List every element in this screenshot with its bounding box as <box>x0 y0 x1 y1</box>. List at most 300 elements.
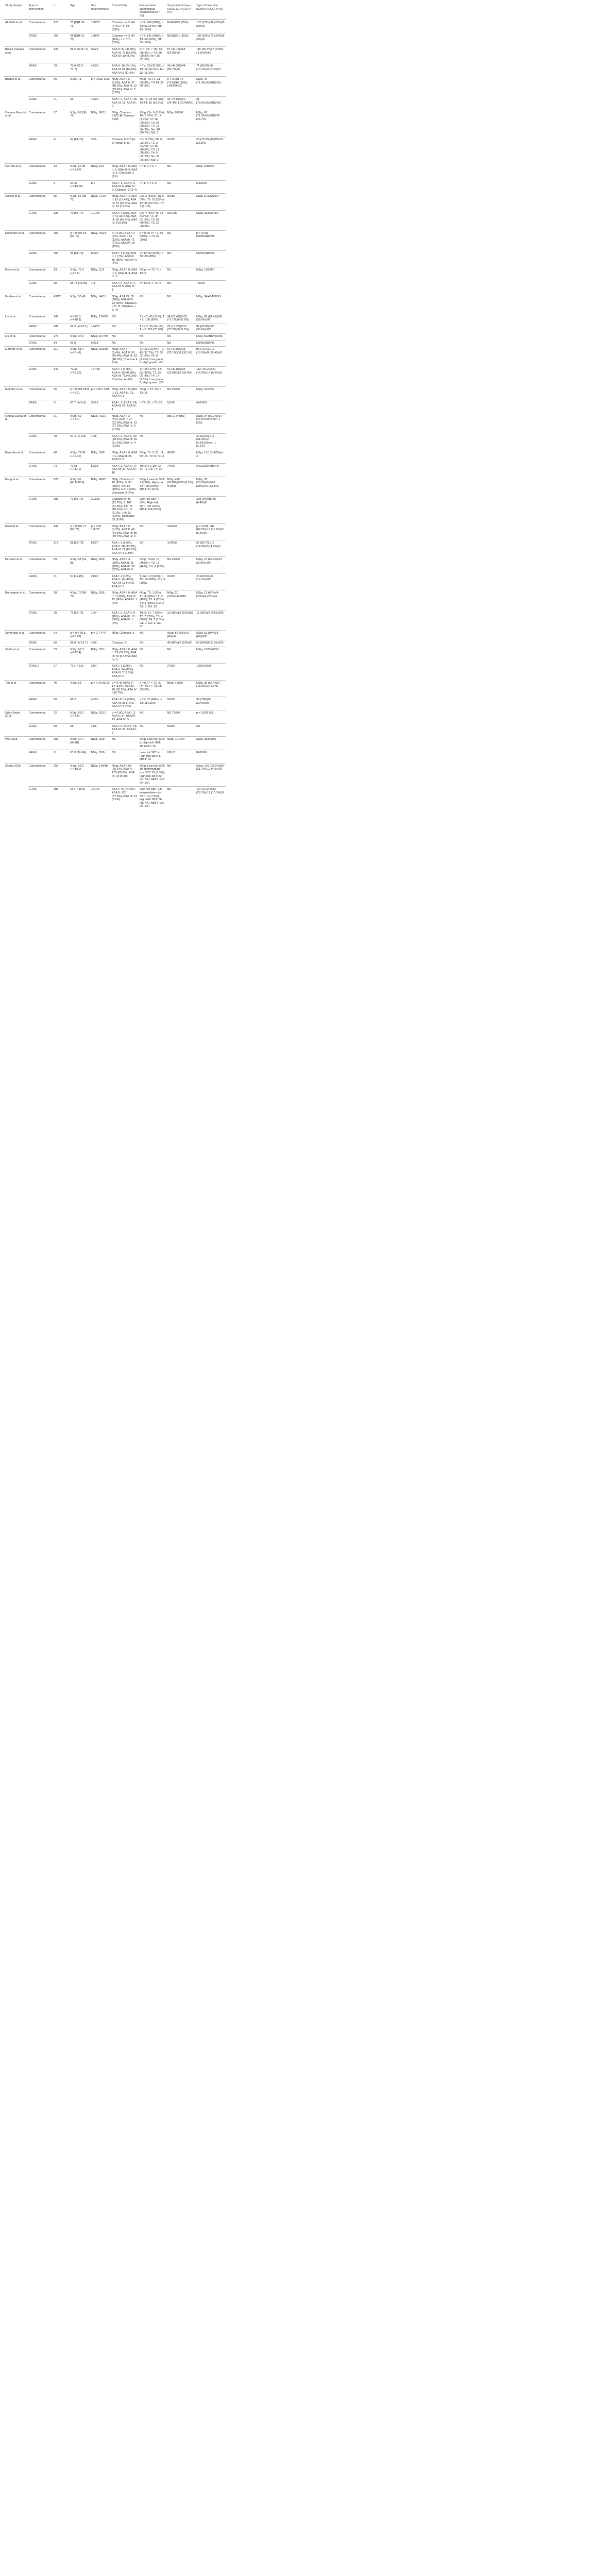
cell-type-of-intervention: Conventional <box>28 314 53 324</box>
cell-comorbidity: NS <box>111 750 139 764</box>
cell-comorbidity: ASA II: 16 (24.1%), ASA III: 51 (64.6%), ASA IV: 9 (11.4%) <box>111 63 139 77</box>
cell-study-design <box>4 497 28 523</box>
cell-comorbidity: NSig. ASA I: 65 (25.1%), ASA II: 170 (65.6%), ASA III: 24 (9.3%) <box>111 763 139 787</box>
cell-sex: 7/3 <box>90 280 111 294</box>
cell-n: 31 <box>53 573 69 590</box>
cell-preop-characteristics: NS <box>139 433 166 450</box>
cell-sex: NSig. 96/25 <box>90 477 111 497</box>
cell-n: 135 <box>53 210 69 230</box>
cell-n: 207 <box>53 33 69 47</box>
cell-study-design: Romagnoli et al. <box>4 590 28 611</box>
cell-surgical-technique: 35 (44.3%)/44 (55.7%)/0 <box>166 63 195 77</box>
cell-study-design <box>4 340 28 347</box>
cell-n: 50 <box>53 697 69 710</box>
cell-type-of-diversion: p = 0.001 NS/NS/NS/NS <box>195 230 226 250</box>
cell-type-of-diversion: NSig. 13/10/14/Other: 3 <box>195 450 226 463</box>
cell-preop-characteristics: Cis: 3 (7%); T0: 5 (12.2%); T1: 2 (4.9%); T2: 15 (36.6%); T3: 11 (26.8%); T4: 5 (12.2%); N+: 11 (26.8%); M1: 0 <box>139 137 166 164</box>
cell-type-of-diversion: 112 (76.2%)/21 (14.3%)/14 (9.5%)/0 <box>195 367 226 387</box>
cell-n: 13 <box>53 267 69 281</box>
cell-comorbidity: NSig. ASA I: 5 (8.9%), ASA II: 27 (48.2%), ASA III: 22 (39.3%), ASA IV: 2 (3.6%) <box>111 77 139 97</box>
cell-comorbidity: p = 0.001 ASA I: 3, ASA II: 37, ASA III: 29, ASA IV: 3 <box>111 710 139 723</box>
cell-comorbidity: NSig. ASA I: 4, ASA II: 15 (17.4%), ASA III: 57 (66.3%), ASA IV: 10 (11.6%) <box>111 194 139 210</box>
table-row <box>4 523 226 540</box>
cell-preop-characteristics: Cis: 3 (3.5%); Ta: 6 (7%); T1: 25 (29%); T2: 45 (52.3%); T3: 7 (8.1%) <box>139 194 166 210</box>
cell-age: 70 [IQR 63-76] <box>69 20 90 33</box>
cell-type-of-diversion: NSig. 91/0/10/0 <box>195 737 226 750</box>
cell-study-design <box>4 611 28 631</box>
cell-age: NS 63.3 (+/-10.1) <box>69 314 90 324</box>
table-body <box>4 20 226 810</box>
cell-comorbidity: Charlson 0: 48 (12.2%); 3: 162 (41.3%); 4-5: 71 (18.1%); 6-7: 16 (4.1%); > 8: 23 (5.9%); Unknown: 35 (8.9%) <box>111 497 139 523</box>
cell-type-of-diversion: 130 (63%)/71 (34%)/6 (3%)/0 <box>195 33 226 47</box>
cell-preop-characteristics: < T1: 4; T2: 5 <box>139 180 166 194</box>
table-row <box>4 194 226 210</box>
cell-surgical-technique: 50/0/0 <box>166 723 195 737</box>
cell-age: 66.2 <box>69 697 90 710</box>
cell-type-of-intervention: Conventional <box>28 333 53 340</box>
cell-age: 70 [63-74] <box>69 210 90 230</box>
cell-study-design <box>4 433 28 450</box>
cell-n: 20 <box>53 611 69 631</box>
cell-sex: 44/6 <box>90 723 111 737</box>
cell-type-of-intervention: Conventional <box>28 194 53 210</box>
cell-surgical-technique: NS 26/0/0 <box>166 387 195 400</box>
cell-type-of-intervention: Conventional <box>28 164 53 180</box>
cell-type-of-intervention: ERAS <box>28 340 53 347</box>
cell-sex: 66/18 <box>90 340 111 347</box>
cell-surgical-technique: NSig. 20 (100%)/NS/NS <box>166 590 195 611</box>
cell-type-of-intervention: ERAS <box>28 573 53 590</box>
table-row <box>4 413 226 433</box>
cell-age: NSig. 66 [60.8-70.3] <box>69 477 90 497</box>
cell-type-of-diversion: 132 (75%)/39 (22%)/6 (3%)/0 <box>195 20 226 33</box>
cell-age: 63 (+/-10.3) <box>69 787 90 810</box>
cell-comorbidity: ASA I: 3 (2.6%), ASA II: 38 (33.3%), ASA III: 72 (63.2%), ASA IV: 1 (0.9%) <box>111 540 139 557</box>
cell-n: 10 <box>53 280 69 294</box>
table-row <box>4 110 226 137</box>
cell-surgical-technique: 57 (47.1%)/64 (52.9%)/0 <box>166 46 195 63</box>
cell-sex: 23/4 <box>90 664 111 680</box>
cell-comorbidity: NSig. Charlson 0: 28 (23%); 3: 30 (50%); 4-5: 12 (10%); 6-7: 2 (2%); Unknown: 9 (7%) <box>111 477 139 497</box>
cell-study-design <box>4 367 28 387</box>
cell-study-design: Palumbo et al. <box>4 450 28 463</box>
cell-preop-characteristics: < Tis: 28 (32.9%); > T3: 26 (32.9%); N+: 12 (15.2%) <box>139 63 166 77</box>
table-row <box>4 210 226 230</box>
table-row <box>4 33 226 47</box>
cell-study-design: Collins et al. <box>4 194 28 210</box>
cell-type-of-diversion: NSig. 51 (94%)/3 (6%)/0/0 <box>195 631 226 640</box>
cell-n: 72 <box>53 710 69 723</box>
cell-age: 73.6 [65.2-77.7] <box>69 63 90 77</box>
cell-age: NSig. 67.38 (+/-7.67) <box>69 164 90 180</box>
cell-type-of-diversion: NS/NS/NS/NS <box>195 340 226 347</box>
cell-type-of-diversion: 85 (73.1%)/17 (15.5%)/8 (11.4%)/0 <box>195 347 226 367</box>
cell-n: 145 <box>53 314 69 324</box>
cell-sex: NSig. 32/8 <box>90 450 111 463</box>
cell-type-of-intervention: ERAS <box>28 750 53 764</box>
cell-sex: NSig. 92/9 <box>90 737 111 750</box>
cell-comorbidity: ASA I: 0, ASA II: 4, ASA III: 5, ASA IV: 1 <box>111 280 139 294</box>
cell-surgical-technique: NS <box>166 230 195 250</box>
cell-study-design <box>4 33 28 47</box>
table-row <box>4 400 226 413</box>
cell-comorbidity: ASA I: 1, ASA II: 2, ASA III: 6, ASA IV: 0; Charlson: 2 (2-4) <box>111 180 139 194</box>
cell-surgical-technique: NS 28/0/0 <box>166 557 195 573</box>
cell-n: 121 <box>53 46 69 63</box>
cell-type-of-diversion: 31 (75.6%)/NS/NS/NS <box>195 97 226 110</box>
cell-n: 48 <box>53 433 69 450</box>
cell-surgical-technique <box>166 497 195 523</box>
cell-type-of-diversion: NSig. 35 (66.4%)/7 (15.6%)/3 (6.7%) <box>195 680 226 697</box>
cell-n: 20 <box>53 590 69 611</box>
cell-sex: 16/4 <box>90 611 111 631</box>
cell-n: 39 <box>53 557 69 573</box>
cell-sex: 21/10 <box>90 573 111 590</box>
cell-surgical-technique: 41/0/0 <box>166 137 195 164</box>
cell-surgical-technique: NS <box>166 250 195 267</box>
cell-age: p = 0.005 69.8 (+/-8.3) <box>69 387 90 400</box>
cell-type-of-intervention: ERAS <box>28 540 53 557</box>
cell-comorbidity: NSig. ASA I: 0, ASA II: 6, ASA III: 6, ASA IV: 1; Charlson: 2 (2-5) <box>111 164 139 180</box>
cell-type-of-diversion: NSig. 35 (28.9%)/NS/46 (38%)/40 (33.1%) <box>195 477 226 497</box>
cell-comorbidity: ASA I: 0, ASA II: 9 (45%), ASA III: 10 (50%), ASA IV: 1 (5%) <box>111 611 139 631</box>
cell-type-of-diversion: 50 (89%)/6 (11%)/0/0 <box>195 640 226 647</box>
cell-comorbidity: NSig. ASA I: 0, ASA II: 19 (32.2%), ASA III: 40 (67.8%), ASA IV: 0 <box>111 647 139 663</box>
cell-surgical-technique: NS <box>166 763 195 787</box>
cell-type-of-intervention: ERAS <box>28 367 53 387</box>
cell-type-of-intervention: Conventional <box>28 294 53 314</box>
column-header-study-design: Study design <box>4 3 28 20</box>
cell-type-of-diversion: NSig. 34/40/NS/NS <box>195 294 226 314</box>
cell-preop-characteristics: NSig. Low-risk SBT: 6; High-risk SBT: 19; MIBT: 76 <box>139 737 166 750</box>
cell-comorbidity: NSig. ASA I: 0, ASA II: 7 (35%), ASA III: 12 (60%), ASA IV: 1 (5%) <box>111 590 139 611</box>
cell-n: 143 <box>53 523 69 540</box>
cell-type-of-diversion: 368 (94)/NS/25 (6.4%)/0 <box>195 497 226 523</box>
cell-type-of-intervention: Conventional <box>28 267 53 281</box>
cell-comorbidity: NSig. Charlson: 5 <box>111 631 139 640</box>
cell-n: 110 <box>53 347 69 367</box>
cell-type-of-intervention: ERAS <box>28 640 53 647</box>
cell-preop-characteristics: T1G3: 10 (32%); > T2: 18 (58%); Cis: 3 (10%) <box>139 573 166 590</box>
cell-study-design <box>4 210 28 230</box>
cell-surgical-technique: NS <box>166 340 195 347</box>
cell-age: 67 [61-73] <box>69 137 90 164</box>
cell-type-of-intervention: Conventional <box>28 680 53 697</box>
cell-surgical-technique: NS <box>166 164 195 180</box>
cell-study-design: Persson et al. <box>4 557 28 573</box>
cell-age: NSig. 69.2 (+/-8.8) <box>69 710 90 723</box>
cell-age: 71 (+/-9.8) <box>69 664 90 680</box>
cell-sex: NSig. 41/10 <box>90 413 111 433</box>
cell-age: NSig. 66 [58-72] <box>69 110 90 137</box>
cell-preop-characteristics: Low-risk SBT: 13; Intermediate-risk SBT: 14 (7.6%); High-risk SBT: 66 (35.7%); MIBT: 100 (54.1%) <box>139 787 166 810</box>
cell-comorbidity: ASA I: 7 (4.8%), ASA II: 69 (46.9%), ASA III: 71 (48.3%); Charlson 4 (3-6) <box>111 367 139 387</box>
cell-surgical-technique: NS <box>166 647 195 663</box>
cell-type-of-diversion: 0/10/0/0 <box>195 180 226 194</box>
cell-comorbidity: ASA I: 1 (1%), ASA II: 7 (7%), ASA III: 86 (86%), ASA IV: 6 (6%) <box>111 250 139 267</box>
cell-surgical-technique: 114/0/0 <box>166 540 195 557</box>
cell-type-of-diversion: 7/3/0/0 <box>195 280 226 294</box>
cell-type-of-intervention: Conventional <box>28 477 53 497</box>
cell-surgical-technique: 60 (40.8%)/35 (23.8%)/52 (35.4%) <box>166 367 195 387</box>
cell-preop-characteristics: p = 0.07 < T2: 20 (44.4%); > T3: 25 (55.6%) <box>139 680 166 697</box>
cell-comorbidity: NSig. ASA I/II: 33 (60%), ASA III/IV: 22 (40%); Charlson > 5: 11; Charlson < 5: 44 <box>111 294 139 314</box>
cell-sex: 36/5 <box>90 137 111 164</box>
cell-age: 67.2 (+/-9.8) <box>69 433 90 450</box>
cell-preop-characteristics: <= T2: 62 (62%); > T3: 38 (38%) <box>139 250 166 267</box>
cell-comorbidity: NSig. ASA I: 0, ASA II: 12, ASA III: 13, ASA IV: 1 <box>111 387 139 400</box>
cell-preop-characteristics: pT0: 15; < Tis: 43 (35.5%); > T3: 36 (29.8%); N+: 25 (21.5%) <box>139 46 166 63</box>
cell-type-of-diversion: 100%/0/0/0 <box>195 664 226 680</box>
cell-n: 27 <box>53 664 69 680</box>
table-row <box>4 611 226 631</box>
cell-type-of-intervention: Conventional <box>28 110 53 137</box>
cell-type-of-intervention: ERAS <box>28 433 53 450</box>
cell-comorbidity: p < 0.001 ASA I: 2 (2%), ASA II: 12 (12%), ASA III: 71 (71%), ASA IV: 15 (15%) <box>111 230 139 250</box>
cell-surgical-technique: NS/NS/31 (15%) <box>166 33 195 47</box>
cell-study-design: Mukhtar et al. <box>4 387 28 400</box>
cell-type-of-intervention: ERAS <box>28 787 53 810</box>
cell-type-of-intervention: Conventional <box>28 20 53 33</box>
cell-surgical-technique: 51/0/0 <box>166 400 195 413</box>
table-row <box>4 477 226 497</box>
cell-study-design <box>4 750 28 764</box>
table-row <box>4 230 226 250</box>
cell-age: 67.7 (+/-9.6) <box>69 400 90 413</box>
cell-comorbidity: Charlson 5.573 [4-7] (mean 5.49) <box>111 137 139 164</box>
cell-age: 62.9 (+/-10.1) <box>69 324 90 333</box>
cell-n: 45 <box>53 680 69 697</box>
cell-surgical-technique: NS <box>166 180 195 194</box>
cell-n: 56 <box>53 77 69 97</box>
cell-sex: 99/22 <box>90 46 111 63</box>
cell-age: NSig. 70.4 (+/-8.9) <box>69 267 90 281</box>
cell-study-design: Altobelli et al. <box>4 20 28 33</box>
cell-preop-characteristics: < T2: 32 (64%); > T3: 18 (36%) <box>139 697 166 710</box>
cell-n: 51 <box>53 400 69 413</box>
cell-n: 59 <box>53 647 69 663</box>
cell-preop-characteristics: < T1: 6; T2: 7 <box>139 164 166 180</box>
cell-type-of-diversion: NSig. 89 (61.4%)/56 (38.6%)/0/0 <box>195 314 226 324</box>
cell-type-of-diversion: 92 (80.7%)/17 (14.9%)/5 (4.4%)/0 <box>195 540 226 557</box>
cell-sex: 39/12 <box>90 400 111 413</box>
cell-sex: 40/8 <box>90 433 111 450</box>
cell-surgical-technique: 0/0/135 <box>166 210 195 230</box>
cell-preop-characteristics: NSig. < T2: 10; > T3: 16 <box>139 387 166 400</box>
cell-age: 69.5 [61.8-77] <box>69 46 90 63</box>
cell-type-of-diversion: NSig. 24/2/0/0 <box>195 387 226 400</box>
cell-type-of-intervention: ERAS <box>28 180 53 194</box>
cell-type-of-diversion: 114 (61.6%)/52 (28.1%)/19 (10.3%)/0 <box>195 787 226 810</box>
cell-type-of-diversion: 30 (73.2%)/NS/NS/11 (26.8%) <box>195 137 226 164</box>
cell-study-design: Cerruto et al. <box>4 164 28 180</box>
cell-comorbidity: NSig. ASA I: 4 (10%), ASA II: 11 (28%), ASA III: 24 (62%), ASA IV: 0 <box>111 557 139 573</box>
cell-type-of-diversion: 115 (95.4%)/7 (5.8%) / 1 (0.8%)/0 <box>195 46 226 63</box>
table-row <box>4 180 226 194</box>
cell-sex: 171/14 <box>90 787 111 810</box>
cell-study-design: Baldini et al. <box>4 77 28 97</box>
cell-study-design: Semerjian et al. <box>4 631 28 640</box>
cell-type-of-diversion: NSig. 62 (71.3%)/NS/NS/25 (28.7%) <box>195 110 226 137</box>
table-row <box>4 294 226 314</box>
cell-type-of-diversion: NSig. 11/2/0/0 <box>195 267 226 281</box>
cell-age: 70.39 (+/-8.29) <box>69 367 90 387</box>
cell-n: 114 <box>53 540 69 557</box>
cell-study-design: Smith et al. <box>4 647 28 663</box>
cell-type-of-diversion: NSig. NS/NS/NS/NS <box>195 333 226 340</box>
cell-surgical-technique: 34 (23.4%)/103 (71.1%)/8 (5.5%) <box>166 314 195 324</box>
table-row <box>4 787 226 810</box>
table-header <box>4 3 226 20</box>
cell-comorbidity: NSig. Charlson 5.625 [4-7] (mean 5.08) <box>111 110 139 137</box>
cell-preop-characteristics: NS <box>139 540 166 557</box>
cell-sex: NSig. 127/49 <box>90 333 111 340</box>
cell-type-of-diversion: NSig. 92/NS/43/0 <box>195 210 226 230</box>
cell-comorbidity: NS <box>111 340 139 347</box>
cell-type-of-intervention: ERAS <box>28 210 53 230</box>
cell-surgical-technique: 54 (47.8%)/25 (22.1%)/31 (30.1%) <box>166 347 195 367</box>
cell-type-of-intervention: Conventional <box>28 763 53 787</box>
table-row <box>4 340 226 347</box>
column-header-sex: Sex (male/female) <box>90 3 111 20</box>
table-row <box>4 433 226 450</box>
cell-n: 177 <box>53 20 69 33</box>
table-row <box>4 631 226 640</box>
cell-n: 121 <box>53 477 69 497</box>
table-row <box>4 680 226 697</box>
cell-age: p = 0.001 69 [65-77] <box>69 230 90 250</box>
cell-n: 91 <box>53 750 69 764</box>
cell-study-design: Dunkman et al. <box>4 230 28 250</box>
cell-study-design <box>4 137 28 164</box>
cell-age: 68 [58-79] <box>69 540 90 557</box>
cell-preop-characteristics: NSig. <= T2: 7; > T3: 6 <box>139 267 166 281</box>
table-row <box>4 324 226 333</box>
cell-n: 41 <box>53 97 69 110</box>
cell-surgical-technique: 0/91/0 <box>166 750 195 764</box>
cell-preop-characteristics: Tis-T2: 26 (63.4%); T3-T4: 15 (36.6%) <box>139 97 166 110</box>
cell-n: 41 <box>53 137 69 164</box>
cell-age: 69 <box>69 97 90 110</box>
cell-preop-characteristics: T0: 6; T1: 18; T2: 24; T3: 16; T4: 10 <box>139 463 166 477</box>
cell-n: 86 <box>53 194 69 210</box>
cell-type-of-intervention: Conventional <box>28 523 53 540</box>
table-row <box>4 723 226 737</box>
cell-preop-characteristics: T <= 2: 35 (24.1%); T > 2: 110 (75.9%) <box>139 324 166 333</box>
cell-sex: p = 0.007 21/5 <box>90 387 111 400</box>
cell-comorbidity: ASA I: 1, ASA II: 24, ASA III: 25, ASA IV: 1 <box>111 400 139 413</box>
cell-n: 74 <box>53 463 69 477</box>
cell-n: 185 <box>53 787 69 810</box>
cell-age: 71 [65-76] <box>69 497 90 523</box>
cell-n: 84 <box>53 340 69 347</box>
cell-type-of-diversion: NS <box>195 723 226 737</box>
cell-n: 101 <box>53 737 69 750</box>
cell-n: 100 <box>53 250 69 267</box>
cell-n: 54 <box>53 631 69 640</box>
cell-study-design: Uña-Orejón 2016 <box>4 710 28 723</box>
table-row <box>4 590 226 611</box>
column-header-age: Age <box>69 3 90 20</box>
cell-comorbidity: ASA I: 4 (3%), ASA II: 41 (30.4%), ASA III: 82 (60.7%), ASA IV: 8 (5.9%) <box>111 210 139 230</box>
cell-age: NSig. 72 [56-75] <box>69 590 90 611</box>
cell-preop-characteristics: NS <box>139 340 166 347</box>
cell-preop-characteristics: Cis: 4 (3%); Ta: 13 (9.6%); T1: 29 (21.5%); T2: 67 (49.6%); T3: 22 (16.3%) <box>139 210 166 230</box>
cell-comorbidity: NSig. ASA I: 9 (6.3%), ASA II: 49 (34.3%), ASA III: 85 (59.4%), ASA IV: 0 <box>111 523 139 540</box>
cell-n: 145 <box>53 324 69 333</box>
cell-surgical-technique: NS/NS/45 (25%) <box>166 20 195 33</box>
cell-study-design <box>4 180 28 194</box>
cell-type-of-intervention: Conventional <box>28 590 53 611</box>
cell-type-of-intervention: ERAS <box>28 280 53 294</box>
table-row <box>4 20 226 33</box>
cell-type-of-diversion: 26 (83.9%)/5 (16.1%)/0/0 <box>195 573 226 590</box>
cell-type-of-intervention: Conventional <box>28 710 53 723</box>
cell-comorbidity: ASA I: 4 (13%), ASA II: 14 (45%), ASA III: 13 (42%), ASA IV: 0 <box>111 573 139 590</box>
column-header-comorbidity: Comorbidity <box>111 3 139 20</box>
cell-surgical-technique: NSig. 52 (96%)/2 (4%)/0 <box>166 631 195 640</box>
cell-sex: 8/1 <box>90 180 111 194</box>
cell-comorbidity: NSig. ASA I: 0, ASA II: 9, ASA III: 26, ASA IV: 5 <box>111 450 139 463</box>
table-row <box>4 46 226 63</box>
cell-surgical-technique: 25 (17.2%)/112 (77.2%)/8 (5.5%) <box>166 324 195 333</box>
cell-type-of-diversion: NSig. 34 (66.7%)/14 (27.5%)/0/Other: 1 (2%) <box>195 413 226 433</box>
cell-preop-characteristics: NSig. T0: 1 (5%); T1: 4 (20%); T2: 9 (45%); T3: 4 (20%); T4: 2 (10%); G1: 0; G2: 5; G3: 15 <box>139 590 166 611</box>
cell-preop-characteristics: T0: 0; T1: 7 (35%); T2: 7 (35%); T3: 4 (20%); T4: 2 (10%); G1: 0; G2: 3; G3: 17 <box>139 611 166 631</box>
cell-age: NSig. 66 [58-71] <box>69 194 90 210</box>
cell-n: 393 <box>53 497 69 523</box>
column-header-surgical-technique: Surgical technique (OS/LRC/RARC) n (%) <box>166 3 195 20</box>
cell-surgical-technique: 40/0/0 <box>166 450 195 463</box>
cell-type-of-diversion: 24/22/20/Other: 8 <box>195 463 226 477</box>
cell-study-design <box>4 664 28 680</box>
cell-surgical-technique: 98/1.0 in total <box>166 413 195 433</box>
cell-surgical-technique: NSig. 425 (93.8%)/0/26 (6.2%) in total <box>166 477 195 497</box>
cell-preop-characteristics: T1: 23 (19.3%); T2: 43 (37.7%); T3: 35 (31.6%); T4: 9 (8.4%); Low grade: 5; High grade: 105 <box>139 347 166 367</box>
cell-sex: p = 0.002 62/9 <box>90 77 111 97</box>
cell-age: NSig. 62.6 (+/-10.9) <box>69 763 90 787</box>
cell-preop-characteristics: NSig. Low-risk SBT: 1 (0.8%); High-risk SBT: 83 (69%); MIBT: 37 (31%) <box>139 477 166 497</box>
cell-type-of-intervention: ERAS <box>28 463 53 477</box>
study-characteristics-table <box>4 3 226 810</box>
cell-study-design: Ortega-Lucea et al. <box>4 413 28 433</box>
cell-n: 43/12 <box>53 294 69 314</box>
cell-surgical-technique: p < 0.001 40 (71%)/16 (29%) LRC/RARC <box>166 77 195 97</box>
cell-type-of-intervention: ERAS <box>28 400 53 413</box>
cell-type-of-intervention: Conventional <box>28 230 53 250</box>
cell-sex: NSig. 66/11 <box>90 110 111 137</box>
cell-study-design: Pang et al. <box>4 477 28 497</box>
cell-type-of-diversion: NSig. 165 (63.7%)/82 (31.7%)/12 (4.6%)/0 <box>195 763 226 787</box>
column-header-n: n <box>53 3 69 20</box>
cell-study-design <box>4 280 28 294</box>
table-row <box>4 763 226 787</box>
cell-comorbidity: NSig. ASA I: 2 (4%), ASA II: 27 (52.9%), ASA III: 19 (37.2%), ASA IV: 3 (5.9%) <box>111 413 139 433</box>
cell-comorbidity: ASA I: 1 (3.8%), ASA II: 24 (88%), ASA III: 2 (7.7%), ASA IV: 0 <box>111 664 139 680</box>
table-row <box>4 164 226 180</box>
cell-sex: NSig. 15/5 <box>90 590 111 611</box>
cell-n: 87 <box>53 110 69 137</box>
cell-preop-characteristics: < T2: 22; > T3: 29 <box>139 400 166 413</box>
cell-type-of-diversion: 91 (62.8%)/53 (36.6%)/0/0 <box>195 324 226 333</box>
cell-study-design <box>4 400 28 413</box>
page <box>0 0 610 816</box>
cell-study-design: Baack Kukreja et al. <box>4 46 28 63</box>
cell-study-design: Liu et al. <box>4 333 28 340</box>
cell-type-of-diversion: NSig. 40 (71.4%)/NS/NS/NS <box>195 77 226 97</box>
cell-surgical-technique <box>166 433 195 450</box>
cell-age: 65.75 [49-86] <box>69 280 90 294</box>
